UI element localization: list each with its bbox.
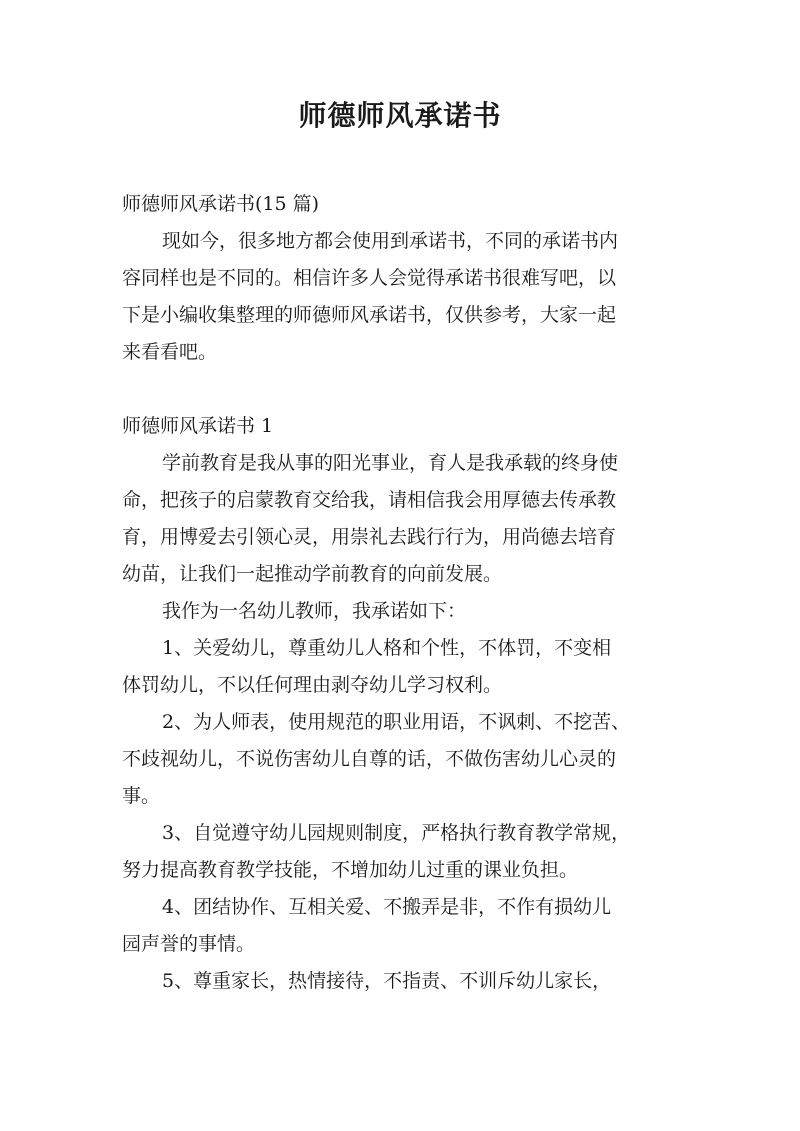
- paragraph-line: 学前教育是我从事的阳光事业，育人是我承载的终身使: [162, 452, 619, 474]
- paragraph-line: 事。: [122, 785, 161, 807]
- document-body: [122, 186, 682, 1000]
- pledge-item-4: [122, 889, 682, 963]
- document-subtitle: 师德师风承诺书(15 篇): [122, 193, 320, 215]
- pledge-item-1: [122, 630, 682, 704]
- paragraph-line: 5、尊重家长，热情接待，不指责、不训斥幼儿家长，: [162, 970, 612, 992]
- intro-paragraph: [122, 223, 682, 371]
- paragraph-line: 下是小编收集整理的师德师风承诺书，仅供参考，大家一起: [122, 304, 617, 326]
- paragraph-line: 3、自觉遵守幼儿园规则制度，严格执行教育教学常规，: [162, 822, 631, 844]
- paragraph-line: 幼苗，让我们一起推动学前教育的向前发展。: [122, 563, 503, 585]
- paragraph-line: 容同样也是不同的。相信许多人会觉得承诺书很难写吧，以: [122, 267, 617, 289]
- section1-paragraph: [122, 445, 682, 593]
- paragraph-line: 不歧视幼儿，不说伤害幼儿自尊的话，不做伤害幼儿心灵的: [122, 748, 617, 770]
- document-title: 师德师风承诺书: [298, 99, 502, 132]
- pledge-intro: 我作为一名幼儿教师，我承诺如下：: [162, 600, 467, 622]
- pledge-item-5: [122, 963, 682, 1000]
- paragraph-line: 2、为人师表，使用规范的职业用语，不讽刺、不挖苦、: [162, 711, 631, 733]
- pledge-item-2: [122, 704, 682, 815]
- section-heading: 师德师风承诺书 1: [122, 415, 274, 437]
- paragraph-line: 4、团结协作、互相关爱、不搬弄是非，不作有损幼儿: [162, 896, 612, 918]
- paragraph-line: 1、关爱幼儿，尊重幼儿人格和个性，不体罚，不变相: [162, 637, 612, 659]
- paragraph-line: 来看看吧。: [122, 341, 218, 363]
- blank-line: [122, 371, 682, 408]
- pledge-item-3: [122, 815, 682, 889]
- paragraph-line: 育，用博爱去引领心灵，用崇礼去践行行为，用尚德去培育: [122, 526, 617, 548]
- paragraph-line: 园声誉的事情。: [122, 933, 256, 955]
- paragraph-line: 命，把孩子的启蒙教育交给我，请相信我会用厚德去传承教: [122, 489, 617, 511]
- paragraph-line: 体罚幼儿，不以任何理由剥夺幼儿学习权利。: [122, 674, 503, 696]
- paragraph-line: 努力提高教育教学技能，不增加幼儿过重的课业负担。: [122, 859, 579, 881]
- paragraph-line: 现如今，很多地方都会使用到承诺书，不同的承诺书内: [162, 230, 619, 252]
